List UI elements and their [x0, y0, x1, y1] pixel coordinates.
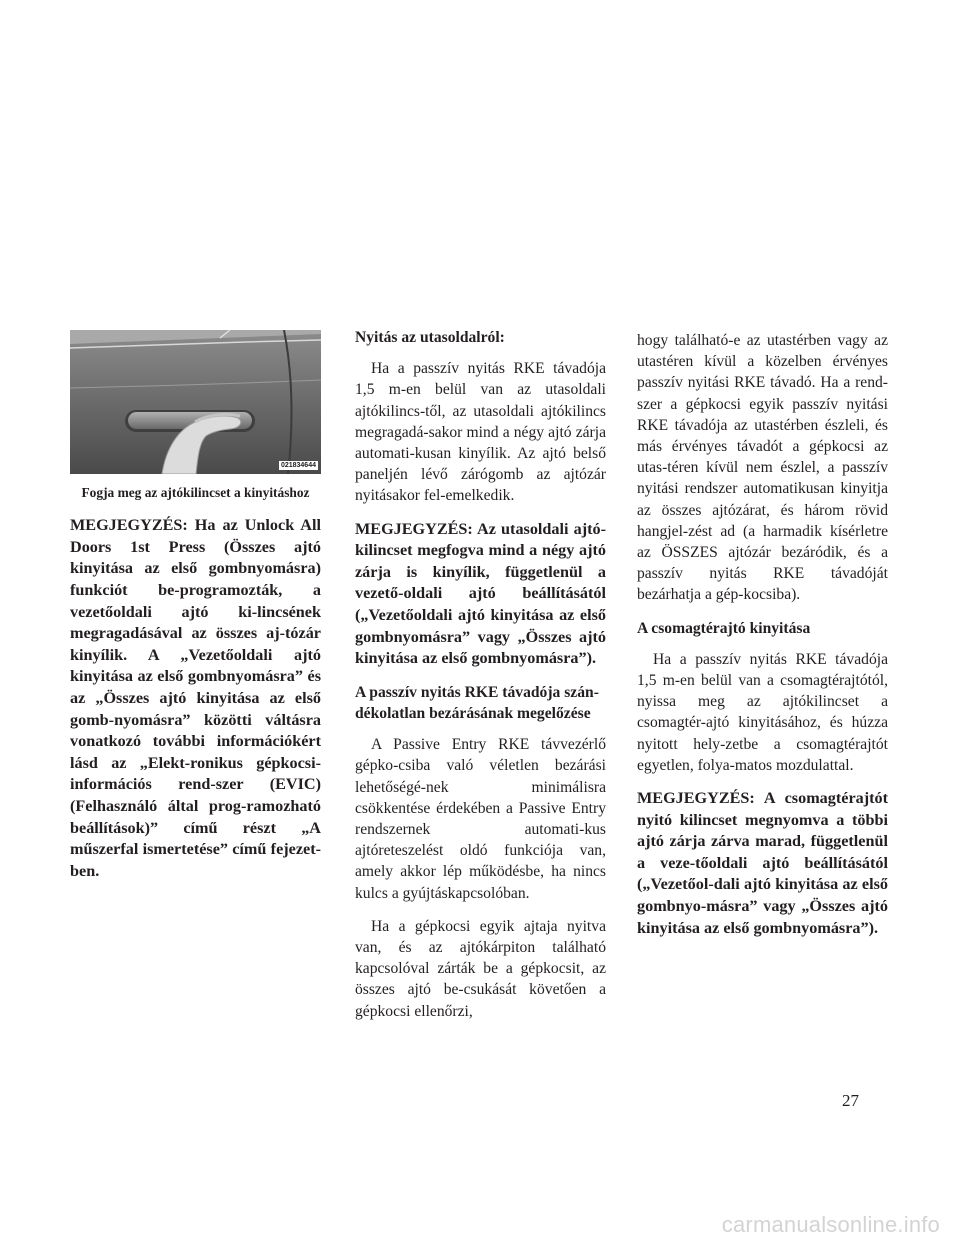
- door-handle-illustration: [70, 330, 321, 474]
- note-unlock-all-doors: MEGJEGYZÉS: Ha az Unlock All Doors 1st Press (Összes ajtó kinyitása az első gombnyomásra) funkciót be-programozták, a vezetőoldali ajtó ki-lincsének megragadásával az összes aj-tózár kinyílik. A „Vezetőoldali ajtó kinyitása az első gombnyomásra” és az „Összes ajtó kinyitása az első gomb-nyomásra” közötti váltásra vonatkozó további információkért lásd az „Elekt-ronikus gépkocsi-információs rend-szer (EVIC) (Felhasználó által prog-ramozható beállítások)” című részt „A műszerfal ismertetése” című fejezet-ben.: [70, 516, 321, 880]
- paragraph-door-open-check: Ha a gépkocsi egyik ajtaja nyitva van, és az ajtókárpiton található kapcsolóval zárták be a gépkocsit, az összes ajtó be-csukását követően a gépkocsi ellenőrzi,: [355, 917, 606, 1020]
- left-column: [70, 330, 321, 882]
- door-handle-photo: [70, 330, 321, 474]
- figure-caption: Fogja meg az ajtókilincset a kinyitáshoz: [81, 485, 310, 500]
- paragraph-lockout-function: A Passive Entry RKE távvezérlő gépko-csiba való véletlen bezárási lehetőségé-nek minimálisra csökkentése érdekében a Passive Entry rendszernek automati-kus ajtóreteszelést oldó funkciója van, amely akkor lép működésbe, ha nincs kulcs a gyújtáskapcsolóban.: [355, 736, 606, 902]
- note-liftgate-handle: MEGJEGYZÉS: A csomagtérajtót nyitó kilincset megnyomva a többi ajtó zárja zárva marad, függetlenül a veze-tőoldali ajtó beállításától („Vezetőol-dali ajtó kinyitása az első gombnyo-másra” vagy „Összes ajtó kinyitása az első gombnyomásra”).: [637, 789, 888, 937]
- right-column: [637, 330, 888, 939]
- heading-passenger-side: Nyitás az utasoldalról:: [355, 329, 505, 346]
- photo-id-label: 021834644: [280, 462, 316, 469]
- paragraph-passenger-unlock: Ha a passzív nyitás RKE távadója 1,5 m-en belül van az utasoldali ajtókilincs-től, az utasoldali ajtókilincs megragadá-sakor mind a négy ajtó zárja automati-kusan kinyílik. Az ajtó belső paneljén lévő zárógomb az ajtózár nyitásakor fel-emelkedik.: [355, 360, 606, 505]
- watermark-text: carmanualsonline.info: [721, 1212, 940, 1237]
- paragraph-liftgate-unlock: Ha a passzív nyitás RKE távadója 1,5 m-en belül van a csomagtérajtótól, nyissa meg az ajtókilincset a csomagtér-ajtó kinyitásához, és húzza nyitott hely-zetbe a csomagtérajtót egyetlen, folya-matos mozdulattal.: [637, 650, 888, 774]
- heading-liftgate-unlock: A csomagtérajtó kinyitása: [637, 619, 811, 637]
- heading-lockout-prevention: A passzív nyitás RKE távadója szán-dékolatlan bezárásának megelőzése: [355, 683, 599, 722]
- note-passenger-handle: MEGJEGYZÉS: Az utasoldali ajtó-kilincset megfogva mind a négy ajtó zárja is kinyílik, függetlenül a vezető-oldali ajtó beállításától („Vezetőoldali ajtó kinyitása az első gombnyomásra” vagy „Összes ajtó kinyitása az első gombnyomásra”).: [355, 519, 606, 668]
- middle-column: [355, 327, 606, 1034]
- paragraph-fob-detection: hogy található-e az utastérben vagy az utastéren kívül a közelben érvényes passzív nyitási RKE távadó. Ha a rend-szer a gépkocsi egyik passzív nyitási RKE távadója az utastérben észleli, és más érvényes távadót a gépkocsi az utas-téren kívül nem észlel, a passzív nyitási rendszer automatikusan kinyitja az összes ajtózárat, és három rövid hangjel-zést ad (a harmadik kísérletre az ÖSSZES ajtózár bezáródik, és a passzív nyitás RKE távadóját bezárhatja a gép-kocsiba).: [637, 332, 888, 604]
- page-number: 27: [842, 1091, 859, 1110]
